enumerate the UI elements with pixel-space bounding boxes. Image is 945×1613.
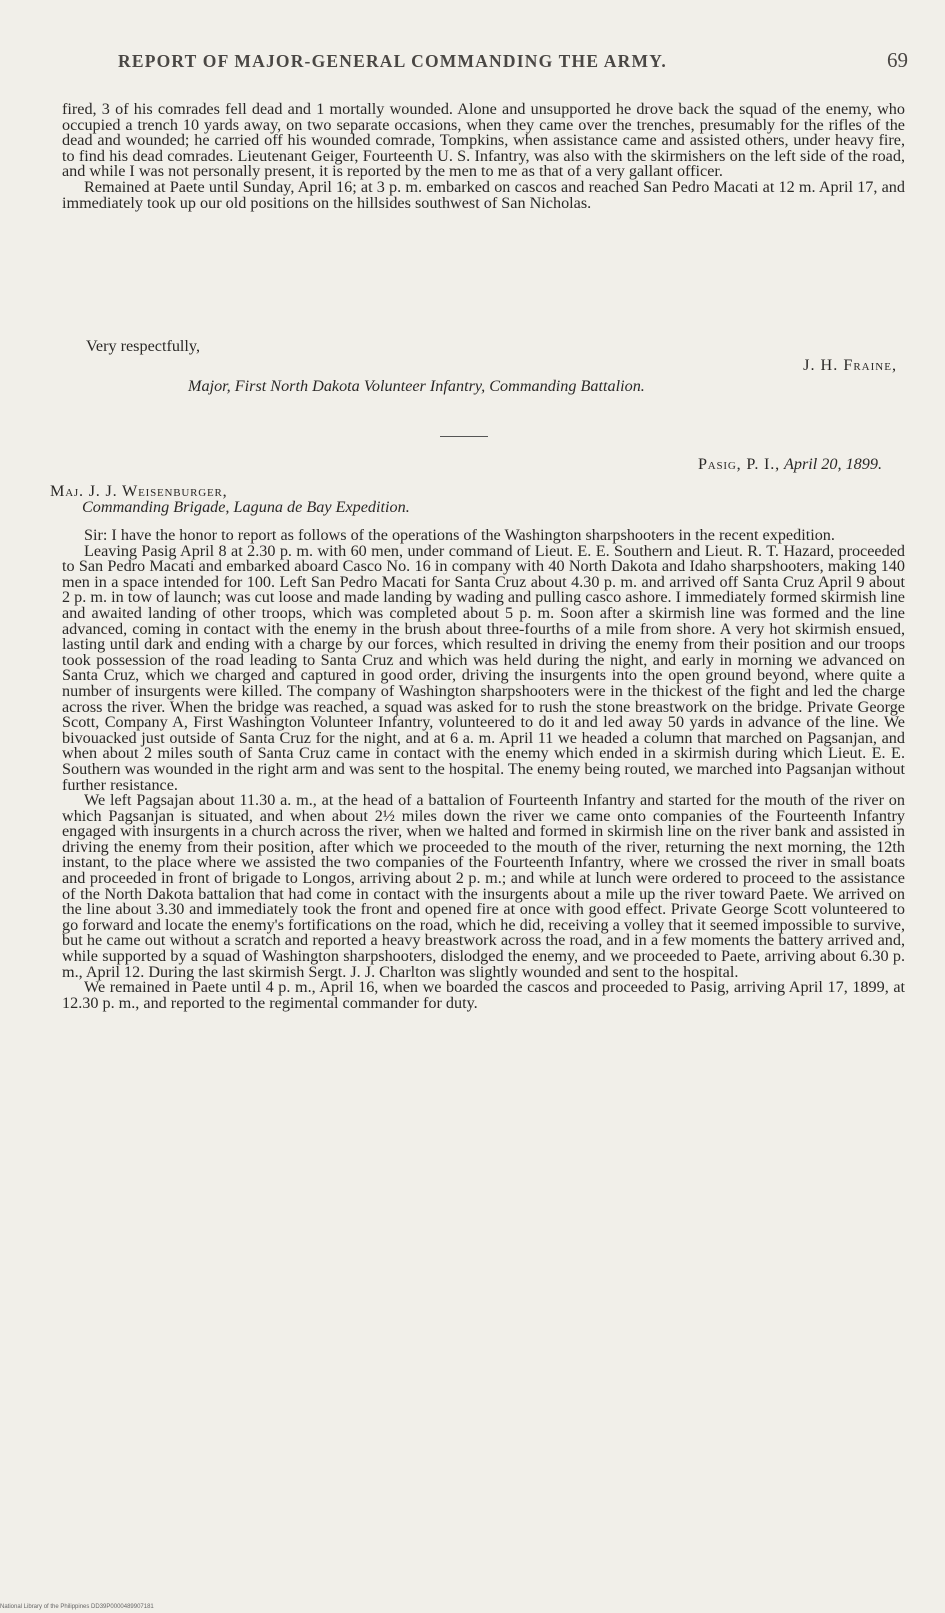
dateline	[698, 455, 882, 474]
paragraph: Leaving Pasig April 8 at 2.30 p. m. with 60 men, under command of Lieut. E. E. Southern and Lieut. R. T. Hazard, proceeded to San Pedro Macati and embarked aboard Casco No. 16 in company with 40 North Dakota and Idaho sharpshooters, making 140 men in a space intended for 100. Left San Pedro Macati for Santa Cruz about 4.30 p. m. and arrived off Santa Cruz April 9 about 2 p. m. in tow of launch; was cut loose and made landing by wading and pulling casco ashore. I immediately formed skirmish line and awaited landing of other troops, which was completed about 5 p. m. Soon after a skirmish line was formed and the line advanced, coming in contact with the enemy in the brush about three-fourths of a mile from shore. A very hot skirmish ensued, lasting until dark and ending with a charge by our forces, which resulted in driving the enemy from their position and our troops took possession of the road leading to Santa Cruz and which was held during the night, and early in morning we advanced on Santa Cruz, which we charged and captured in good order, driving the insurgents into the open ground beyond, where quite a number of insurgents were killed. The company of Washington sharpshooters were in the thickest of the fight and led the charge across the river. When the bridge was reached, a squad was asked for to rush the stone breastwork on the bridge. Private George Scott, Company A, First Washington Volunteer Infantry, volunteered to do it and led away 50 yards in advance of the line. We bivouacked just outside of Santa Cruz for the night, and at 6 a. m. April 11 we headed a column that marched on Pagsanjan, and when about 2 miles south of Santa Cruz came in contact with the enemy which ended in a skirmish during which Lieut. E. E. Southern was wounded in the right arm and was sent to the hospital. The enemy being routed, we marched into Pagsanjan without further resistance.	[62, 541, 905, 794]
paragraph: Remained at Paete until Sunday, April 16; at 3 p. m. embarked on cascos and reached San Pedro Macati at 12 m. April 17, and immediately took up our old positions on the hillsides southwest of San Nicholas.	[62, 177, 905, 212]
first-report-body	[62, 102, 905, 211]
page-number: 69	[887, 48, 908, 72]
running-head: REPORT OF MAJOR-GENERAL COMMANDING THE ARMY.	[118, 51, 668, 71]
scan-credit: National Library of the Philippines DD39P0000489907181	[0, 1604, 154, 1610]
addressee: Maj. J. J. Weisenburger,	[50, 482, 228, 500]
paragraph: We left Pagsajan about 11.30 a. m., at the head of a battalion of Fourteenth Infantry and started for the mouth of the river on which Pagsanjan is situated, and when about 2½ miles down the river we came onto companies of the Fourteenth Infantry engaged with insurgents in a church across the river, when we halted and formed in skirmish line on the river bank and assisted in driving the enemy from their position, after which we proceeded to the mouth of the river, returning the next morning, the 12th instant, to the place where we assisted the two companies of the Fourteenth Infantry, where we crossed the river in small boats and proceeded in front of brigade to Longos, arriving about 2 p. m.; and while at lunch were ordered to proceed to the assistance of the North Dakota battalion that had come in contact with the insurgents about a mile up the river toward Paete. We arrived on the line about 3.30 and immediately took the front and opened fire at once with good effect. Private George Scott volunteered to go forward and locate the enemy's fortifications on the road, which he did, receiving a volley that it seemed impossible to survive, but he came out without a scratch and reported a heavy breastwork across the road, and in a few moments the battery arrived and, while supported by a squad of Washington sharpshooters, dislodged the enemy, and we proceeded to Paete, arriving about 6.30 p. m., April 12. During the last skirmish Sergt. J. J. Charlton was slightly wounded and sent to the hospital.	[62, 791, 905, 981]
paragraph: Sir: I have the honor to report as follows of the operations of the Washington sharpshooters in the recent expedition.	[84, 526, 835, 544]
section-divider	[440, 436, 488, 437]
dateline-date: April 20, 1899.	[783, 455, 882, 473]
second-report-body	[62, 528, 905, 1011]
closing: Very respectfully,	[86, 337, 201, 355]
addressee-title: Commanding Brigade, Laguna de Bay Expedition.	[82, 498, 410, 516]
signer-name: J. H. Fraine,	[803, 356, 897, 374]
signer-title: Major, First North Dakota Volunteer Infantry, Commanding Battalion.	[188, 377, 645, 395]
dateline-place: Pasig, P. I.,	[697, 455, 780, 473]
paragraph: We remained in Paete until 4 p. m., April 16, when we boarded the cascos and proceeded to Pasig, arriving April 17, 1899, at 12.30 p. m., and reported to the regimental commander for duty.	[62, 978, 905, 1012]
paragraph: fired, 3 of his comrades fell dead and 1 mortally wounded. Alone and unsupported he drove back the squad of the enemy, who occupied a trench 10 yards away, on two separate occasions, when they came over the trenches, presumably for the rifles of the dead and wounded; he carried off his wounded comrade, Tompkins, when assistance came and assisted others, under heavy fire, to find his dead comrades. Lieutenant Geiger, Fourteenth U. S. Infantry, was also with the skirmishers on the left side of the road, and while I was not personally present, it is reported by the men to me as that of a very gallant officer.	[62, 100, 905, 181]
page-header	[118, 48, 908, 73]
